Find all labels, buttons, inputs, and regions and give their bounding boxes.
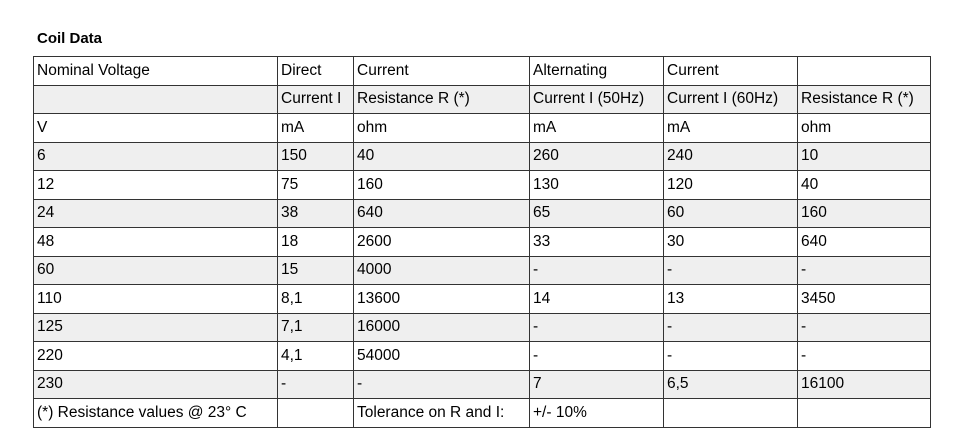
table-row	[34, 228, 931, 257]
table-cell: 7,1	[278, 313, 354, 342]
table-cell: 260	[530, 142, 664, 171]
table-cell: 110	[34, 285, 278, 314]
table-cell: -	[530, 342, 664, 371]
table-cell: 7	[530, 370, 664, 399]
header-cell: Alternating	[530, 57, 664, 86]
table-cell: 6	[34, 142, 278, 171]
table-cell: 640	[798, 228, 931, 257]
table-footer-row	[34, 399, 931, 428]
table-cell: 120	[664, 171, 798, 200]
table-cell: 4,1	[278, 342, 354, 371]
table-row	[34, 313, 931, 342]
table-cell: -	[798, 313, 931, 342]
table-cell: 48	[34, 228, 278, 257]
table-cell: -	[798, 256, 931, 285]
table-cell: 54000	[354, 342, 530, 371]
table-cell: 13	[664, 285, 798, 314]
header-cell: Resistance R (*)	[354, 85, 530, 114]
table-cell: 150	[278, 142, 354, 171]
table-header-row	[34, 57, 931, 86]
table-cell: mA	[278, 114, 354, 143]
table-cell: mA	[664, 114, 798, 143]
table-cell: 24	[34, 199, 278, 228]
footnote-cell: Tolerance on R and I:	[354, 399, 530, 428]
table-row	[34, 285, 931, 314]
table-cell	[278, 399, 354, 428]
table-cell: 160	[798, 199, 931, 228]
header-cell	[34, 85, 278, 114]
table-cell: 230	[34, 370, 278, 399]
header-cell: Current	[354, 57, 530, 86]
table-cell: ohm	[798, 114, 931, 143]
table-cell: 38	[278, 199, 354, 228]
header-cell: Current I (60Hz)	[664, 85, 798, 114]
page-title: Coil Data	[37, 30, 103, 47]
footnote-cell: (*) Resistance values @ 23° C	[34, 399, 278, 428]
table-cell: 16100	[798, 370, 931, 399]
table-cell: 640	[354, 199, 530, 228]
table-cell: 13600	[354, 285, 530, 314]
table-subheader-row	[34, 85, 931, 114]
table-cell: 160	[354, 171, 530, 200]
table-cell: -	[278, 370, 354, 399]
table-cell: 60	[34, 256, 278, 285]
header-cell: Current	[664, 57, 798, 86]
table-row	[34, 342, 931, 371]
table-cell: 4000	[354, 256, 530, 285]
table-cell: -	[530, 256, 664, 285]
table-cell: 2600	[354, 228, 530, 257]
table-cell: -	[798, 342, 931, 371]
table-cell: 14	[530, 285, 664, 314]
table-row	[34, 199, 931, 228]
table-cell: 60	[664, 199, 798, 228]
table-cell: 6,5	[664, 370, 798, 399]
table-cell: ohm	[354, 114, 530, 143]
header-cell: Resistance R (*)	[798, 85, 931, 114]
table-cell: -	[354, 370, 530, 399]
table-row	[34, 142, 931, 171]
table-cell: 40	[798, 171, 931, 200]
table-cell: 15	[278, 256, 354, 285]
table-row-units	[34, 114, 931, 143]
table-cell: 40	[354, 142, 530, 171]
table-cell: 3450	[798, 285, 931, 314]
table-row	[34, 370, 931, 399]
table-cell: 130	[530, 171, 664, 200]
header-cell	[798, 57, 931, 86]
table-cell: -	[664, 342, 798, 371]
table-cell: 10	[798, 142, 931, 171]
table-cell: 240	[664, 142, 798, 171]
table-cell	[664, 399, 798, 428]
table-cell: 75	[278, 171, 354, 200]
table-cell: 33	[530, 228, 664, 257]
footnote-cell: +/- 10%	[530, 399, 664, 428]
header-cell: Direct	[278, 57, 354, 86]
table-cell: 18	[278, 228, 354, 257]
table-cell: 220	[34, 342, 278, 371]
table-row	[34, 171, 931, 200]
table-cell: 16000	[354, 313, 530, 342]
header-cell: Nominal Voltage	[34, 57, 278, 86]
table-cell: -	[664, 256, 798, 285]
coil-data-table	[33, 56, 931, 428]
table-cell: mA	[530, 114, 664, 143]
table-cell	[798, 399, 931, 428]
table-cell: 65	[530, 199, 664, 228]
table-cell: 30	[664, 228, 798, 257]
table-row	[34, 256, 931, 285]
table-cell: V	[34, 114, 278, 143]
table-cell: -	[664, 313, 798, 342]
table-cell: 8,1	[278, 285, 354, 314]
table-cell: -	[530, 313, 664, 342]
header-cell: Current I (50Hz)	[530, 85, 664, 114]
table-cell: 12	[34, 171, 278, 200]
header-cell: Current I	[278, 85, 354, 114]
table-cell: 125	[34, 313, 278, 342]
